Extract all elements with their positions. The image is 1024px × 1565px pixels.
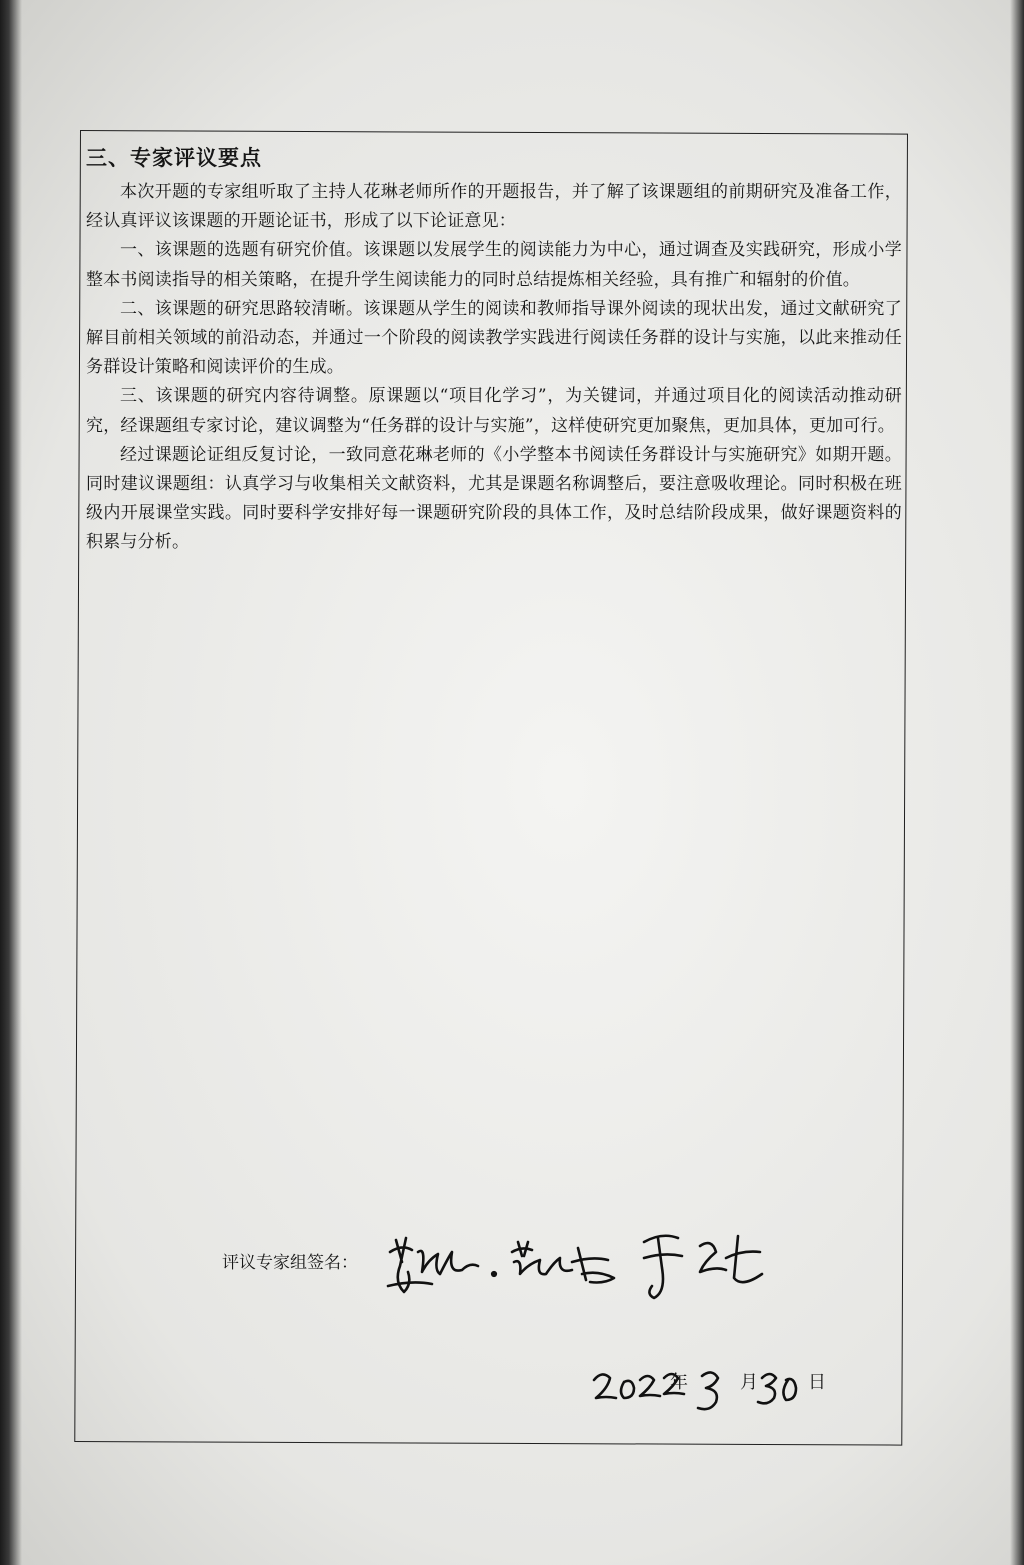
handwritten-date-image	[590, 1358, 840, 1418]
paragraph-point-1: 一、该课题的选题有研究价值。该课题以发展学生的阅读能力为中心，通过调查及实践研究，形成小学整本书阅读指导的相关策略，在提升学生阅读能力的同时总结提炼相关经验，具有推广和辐射的价值。	[86, 240, 902, 290]
paragraph-point-3: 三、该课题的研究内容待调整。原课题以“项目化学习”，为关键词，并通过项目化的阅读活动推动研究，经课题组专家讨论，建议调整为“任务群的设计与实施”，这样使研究更加聚焦，更加具体，更加可行。	[86, 386, 902, 436]
date-day-label: 日	[808, 1372, 826, 1393]
page-edge-shadow-right	[1010, 0, 1024, 1565]
date-year-label: 年	[670, 1372, 688, 1393]
date-month-label: 月	[740, 1372, 758, 1393]
date-line	[590, 1358, 840, 1418]
expert-signatures-image	[382, 1222, 782, 1312]
signature-label: 评议专家组签名：	[222, 1253, 358, 1273]
paragraph-conclusion: 经过课题论证组反复讨论，一致同意花琳老师的《小学整本书阅读任务群设计与实施研究》如期开题。同时建议课题组：认真学习与收集相关文献资料，尤其是课题名称调整后，要注意吸收理论。同时积极在班级内开展课堂实践。同时要科学安排好每一课题研究阶段的具体工作，及时总结阶段成果，做好课题资料的积累与分析。	[86, 444, 902, 553]
section-title: 三、专家评议要点	[86, 146, 262, 170]
paragraph-point-2: 二、该课题的研究思路较清晰。该课题从学生的阅读和教师指导课外阅读的现状出发，通过文献研究了解目前相关领域的前沿动态，并通过一个阶段的阅读教学实践进行阅读任务群的设计与实施，以此来推动任务群设计策略和阅读评价的生成。	[86, 298, 902, 378]
paragraph-intro: 本次开题的专家组听取了主持人花琳老师所作的开题报告，并了解了该课题组的前期研究及准备工作，经认真评议该课题的开题论证书，形成了以下论证意见：	[86, 182, 902, 232]
page-edge-shadow-left	[0, 0, 22, 1565]
opinion-body	[86, 178, 902, 558]
